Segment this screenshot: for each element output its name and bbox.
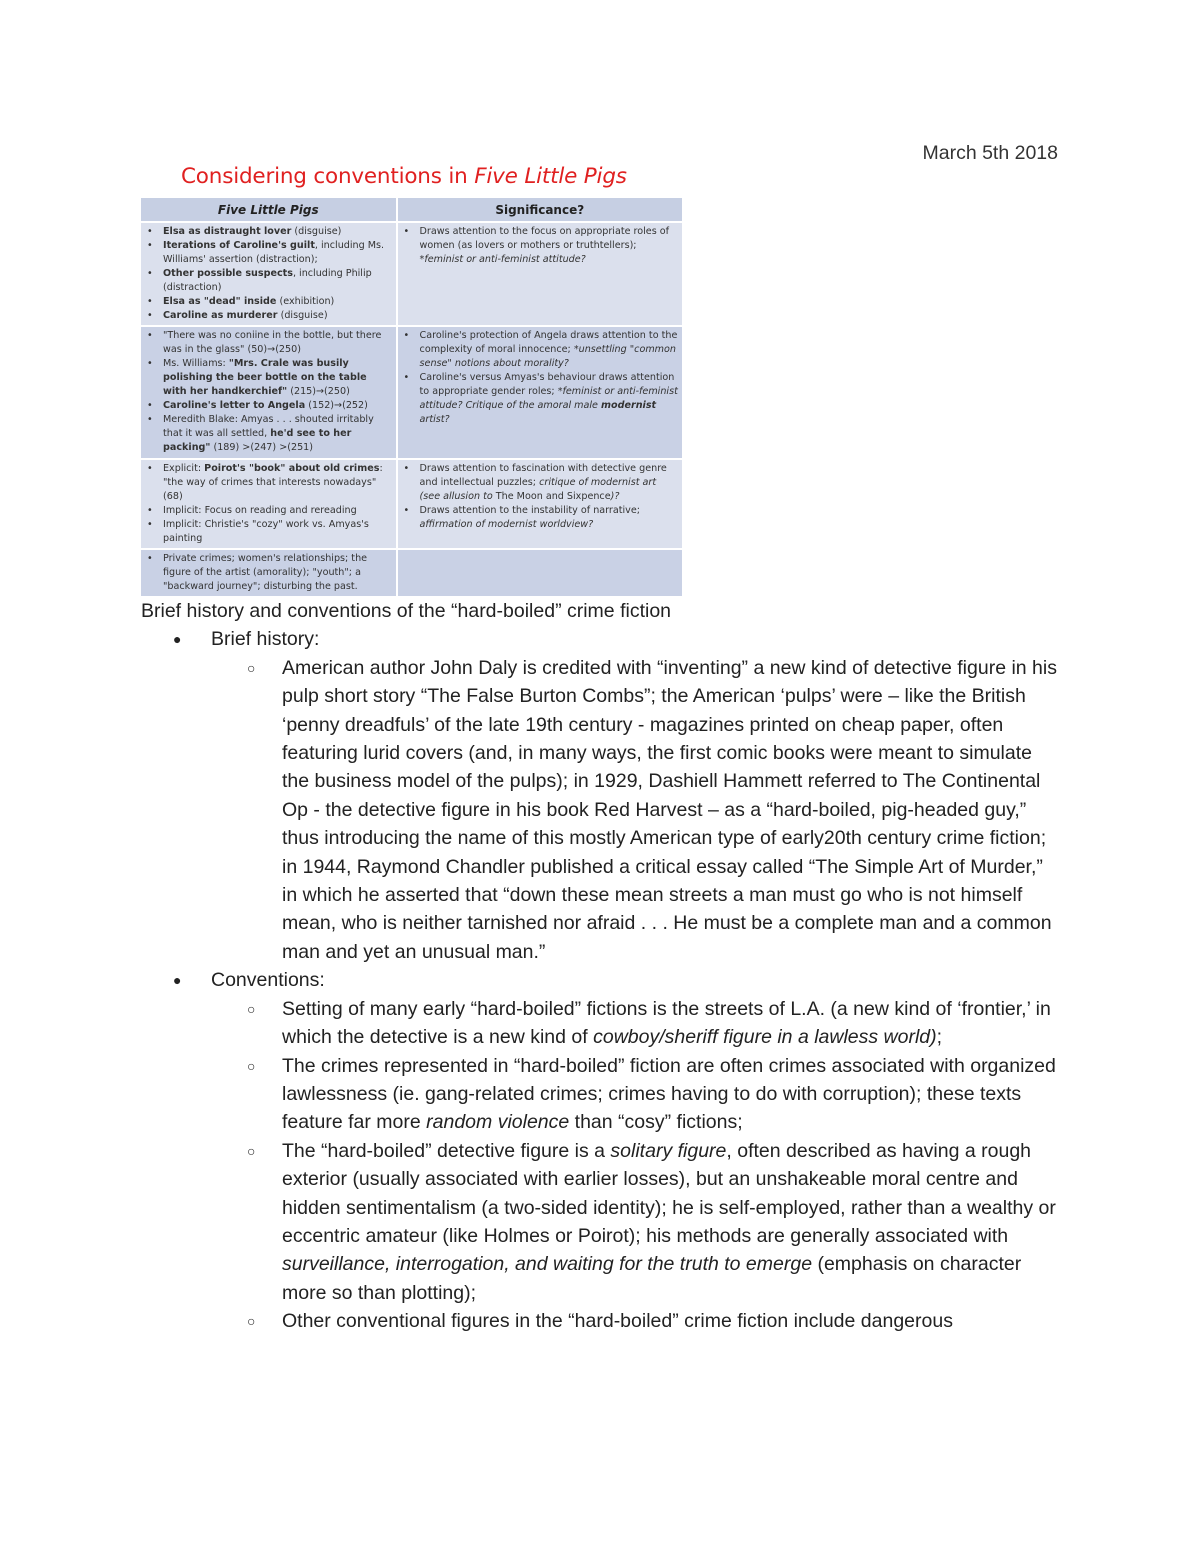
text-run: than “cosy” fictions;: [569, 1111, 743, 1134]
sub-bullet-item: [141, 654, 1061, 966]
table-cell: [141, 326, 397, 459]
hollow-bullet-icon: ○: [247, 659, 256, 676]
text-run: random violence: [426, 1111, 570, 1134]
text-run: (disguise): [291, 226, 342, 237]
section-heading: Brief history and conventions of the “hard-boiled” crime fiction: [141, 600, 672, 622]
table-cell: [397, 326, 683, 459]
table-cell: [141, 459, 397, 549]
text-run: Iterations of Caroline's guilt: [163, 240, 315, 251]
text-run: The Moon and Sixpence: [495, 491, 611, 502]
cell-list-item: [147, 357, 392, 399]
table-cell: [141, 549, 397, 597]
hollow-bullet-icon: ○: [247, 1142, 256, 1159]
table-cell: [397, 459, 683, 549]
text-run: The “hard-boiled” detective figure is a: [282, 1139, 611, 1162]
text-run: (exhibition): [276, 296, 335, 307]
text-run: Draws attention to fascination with detective genre and intellectual puzzles;: [419, 463, 667, 488]
table-header-row: [141, 198, 683, 222]
conventions-table: [141, 198, 684, 598]
text-run: , including Ms. Williams' assertion (distraction);: [163, 240, 385, 265]
text-run: affirmation of modernist worldview?: [419, 519, 594, 530]
cell-list-item: [147, 462, 392, 504]
text-run: ;: [936, 1026, 943, 1049]
cell-list-item: [404, 225, 678, 267]
text-run: Private crimes; women's relationships; the figure of the artist (amorality); "youth"; a "backward journey"; disturbing the past.: [163, 553, 368, 592]
cell-list: [147, 225, 392, 323]
text-run: , including Philip (distraction): [163, 268, 372, 293]
text-run: critique of modernist art (see allusion to: [419, 477, 657, 502]
text-run: (emphasis on character more so than plotting);: [282, 1253, 1022, 1304]
text-run: Setting of many early “hard-boiled” fictions is the streets of L.A. (a new kind of ‘frontier,’ in which the detective is a new kind of: [282, 997, 1051, 1049]
cell-list-item: [147, 552, 392, 594]
cell-list: [404, 462, 678, 532]
cell-list-item: [404, 462, 678, 504]
cell-list-item: [404, 371, 678, 427]
sub-list: [141, 995, 1061, 1336]
bullet-label: Conventions:: [211, 969, 325, 992]
cell-list-item: [147, 295, 392, 309]
table-row: [141, 222, 683, 326]
table-row: [141, 326, 683, 459]
text-run: (152)→(252): [305, 400, 368, 411]
bullet-item: [141, 966, 1061, 994]
text-run: The crimes represented in “hard-boiled” fiction are often crimes associated with organized lawlessness (ie. gang-related crimes; crimes having to do with corruption); these texts feature far more: [282, 1054, 1056, 1134]
figure-title-prefix: Considering conventions in: [181, 164, 475, 189]
cell-list-item: [147, 329, 392, 357]
text-run: Caroline's versus Amyas's behaviour draws attention to appropriate gender roles;: [419, 372, 675, 397]
cell-list-item: [147, 413, 392, 455]
cell-list: [147, 552, 392, 594]
cell-list: [147, 329, 392, 455]
text-run: he'd see to her packing": [163, 428, 352, 453]
bullet-label: Brief history:: [211, 628, 320, 651]
text-run: Draws attention to the instability of narrative;: [419, 505, 640, 516]
cell-list: [147, 462, 392, 546]
sub-list: [141, 654, 1061, 966]
document-date: March 5th 2018: [922, 142, 1058, 164]
text-run: Implicit: Christie's "cozy" work vs. Amyas's painting: [163, 519, 369, 544]
cell-list: [404, 225, 678, 267]
text-run: Meredith Blake: Amyas . . . shouted irritably that it was all settled,: [163, 414, 374, 439]
cell-list-item: [147, 225, 392, 239]
bullet-item: [141, 625, 1061, 653]
text-run: (disguise): [277, 310, 328, 321]
table-row: [141, 549, 683, 597]
text-run: Draws attention to the focus on appropriate roles of women (as lovers or mothers or truthtellers);: [419, 226, 670, 251]
text-run: Ms. Williams:: [163, 358, 229, 369]
table-header: Significance?: [397, 198, 683, 222]
text-run: Poirot's "book" about old crimes: [204, 463, 380, 474]
hollow-bullet-icon: ○: [247, 1313, 256, 1330]
table-cell: [141, 222, 397, 326]
text-run: Other conventional figures in the “hard-boiled” crime fiction include dangerous: [282, 1310, 953, 1333]
text-run: *feminist or anti-feminist attitude? Critique of the amoral male: [419, 386, 678, 411]
table-row: [141, 459, 683, 549]
text-run: Other possible suspects: [163, 268, 293, 279]
text-run: )?: [610, 491, 620, 502]
cell-list-item: [404, 329, 678, 371]
text-run: Caroline as murderer: [163, 310, 278, 321]
filled-bullet-icon: ●: [173, 972, 182, 989]
text-run: solitary figure: [610, 1139, 727, 1162]
text-run: , often described as having a rough exterior (usually associated with earlier losses), but an unshakeable moral centre and hidden sentimentalism (a two-sided identity); he is self-employed, rather than a wealthy or eccentric amateur (like Holmes or Poirot); his methods are generally associated with: [282, 1139, 1056, 1247]
cell-list-item: [147, 309, 392, 323]
text-run: Implicit: Focus on reading and rereading: [163, 505, 357, 516]
text-run: (215)→(250): [287, 386, 350, 397]
figure-title: [181, 164, 627, 189]
text-run: *unsettling "common sense" notions about morality?: [419, 344, 676, 369]
sub-bullet-item: [141, 1307, 1061, 1335]
text-run: Elsa as "dead" inside: [163, 296, 277, 307]
cell-list-item: [147, 267, 392, 295]
text-run: Explicit:: [163, 463, 205, 474]
cell-list: [404, 329, 678, 427]
text-run: cowboy/sheriff figure in a lawless world): [593, 1026, 937, 1049]
table-cell: [397, 222, 683, 326]
figure-title-italic: Five Little Pigs: [474, 164, 627, 189]
hollow-bullet-icon: ○: [247, 1057, 256, 1074]
text-run: "Mrs. Crale was busily polishing the beer bottle on the table with her handkerchief": [163, 358, 367, 397]
text-run: Caroline's letter to Angela: [163, 400, 306, 411]
cell-list-item: [147, 518, 392, 546]
document-body: [141, 597, 1061, 1336]
text-run: Elsa as distraught lover: [163, 226, 292, 237]
sub-bullet-item: [141, 995, 1061, 1052]
filled-bullet-icon: ●: [173, 631, 182, 648]
sub-bullet-item: [141, 1137, 1061, 1307]
cell-list-item: [147, 239, 392, 267]
text-run: *feminist or anti-feminist attitude?: [419, 254, 586, 265]
conventions-table-image: [141, 160, 684, 592]
text-run: "There was no coniine in the bottle, but there was in the glass" (50)→(250): [163, 330, 382, 355]
text-run: artist?: [419, 414, 450, 425]
text-run: Caroline's protection of Angela draws attention to the complexity of moral innocence;: [419, 330, 678, 355]
table-cell: [397, 549, 683, 597]
sub-bullet-item: [141, 1052, 1061, 1137]
text-run: (189) >(247) >(251): [210, 442, 314, 453]
cell-list-item: [147, 399, 392, 413]
table-header: Five Little Pigs: [141, 198, 397, 222]
text-run: modernist: [601, 400, 657, 411]
text-run: American author John Daly is credited with “inventing” a new kind of detective figure in his pulp short story “The False Burton Combs”; the American ‘pulps’ were – like the British ‘penny dreadfuls’ of the late 19th century - magazines printed on cheap paper, often featuring lurid covers (and, in many ways, the first comic books were meant to simulate the business model of the pulps); in 1929, Dashiell Hammett referred to The Continental Op - the detective figure in his book Red Harvest – as a “hard-boiled, pig-headed guy,” thus introducing the name of this mostly American type of early20th century crime fiction; in 1944, Raymond Chandler published a critical essay called “The Simple Art of Murder,” in which he asserted that “down these mean streets a man must go who is not himself mean, who is neither tarnished nor afraid . . . He must be a complete man and a common man and yet an unusual man.”: [282, 656, 1057, 963]
hollow-bullet-icon: ○: [247, 1000, 256, 1017]
cell-list-item: [404, 504, 678, 532]
cell-list-item: [147, 504, 392, 518]
text-run: : "the way of crimes that interests nowadays" (68): [163, 463, 383, 502]
text-run: surveillance, interrogation, and waiting for the truth to emerge: [282, 1253, 813, 1276]
